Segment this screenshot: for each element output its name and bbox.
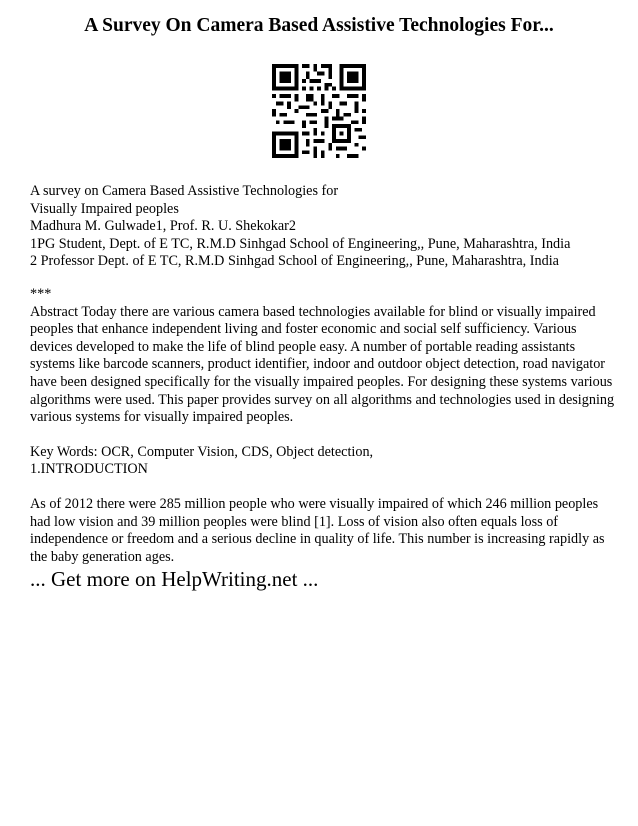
qr-code-icon: [272, 64, 366, 158]
get-more-link[interactable]: ... Get more on HelpWriting.net ...: [30, 567, 319, 591]
paper-title-line-1: A survey on Camera Based Assistive Technologies for: [30, 183, 339, 199]
separator: ***: [30, 285, 52, 302]
affiliation-1: 1PG Student, Dept. of E TC, R.M.D Sinhgad School of Engineering,, Pune, Maharashtra, India: [30, 235, 571, 252]
document-body: [30, 183, 615, 566]
paper-title-line-2: Visually Impaired peoples: [30, 200, 179, 217]
abstract-paragraph: Abstract Today there are various camera based technologies available for blind or visually impaired peoples that enhance independent living and foster economic and social self sufficiency. Various devices developed to make the life of blind people easy. A number of portable reading assistants systems like barcode scanners, product identifier, indoor and outdoor object detection, road navigator have been designed specifically for the visually impaired peoples. For designing these systems various algorithms were used. This paper provides survey on all algorithms and technologies used in designing various systems for visually impaired peoples.: [30, 303, 615, 426]
section-heading: 1.INTRODUCTION: [30, 461, 148, 478]
authors: Madhura M. Gulwade1, Prof. R. U. Shekokar2: [30, 218, 296, 235]
document-title: A Survey On Camera Based Assistive Technologies For...: [84, 15, 554, 36]
affiliation-2: 2 Professor Dept. of E TC, R.M.D Sinhgad School of Engineering,, Pune, Maharashtra, India: [30, 253, 559, 270]
introduction-paragraph: As of 2012 there were 285 million people who were visually impaired of which 246 million peoples had low vision and 39 million peoples were blind [1]. Loss of vision also often equals loss of independence or freedom and a serious decline in quality of life. This number is increasing rapidly as the baby generation ages.: [30, 495, 605, 565]
keywords: Key Words: OCR, Computer Vision, CDS, Object detection,: [30, 443, 374, 460]
